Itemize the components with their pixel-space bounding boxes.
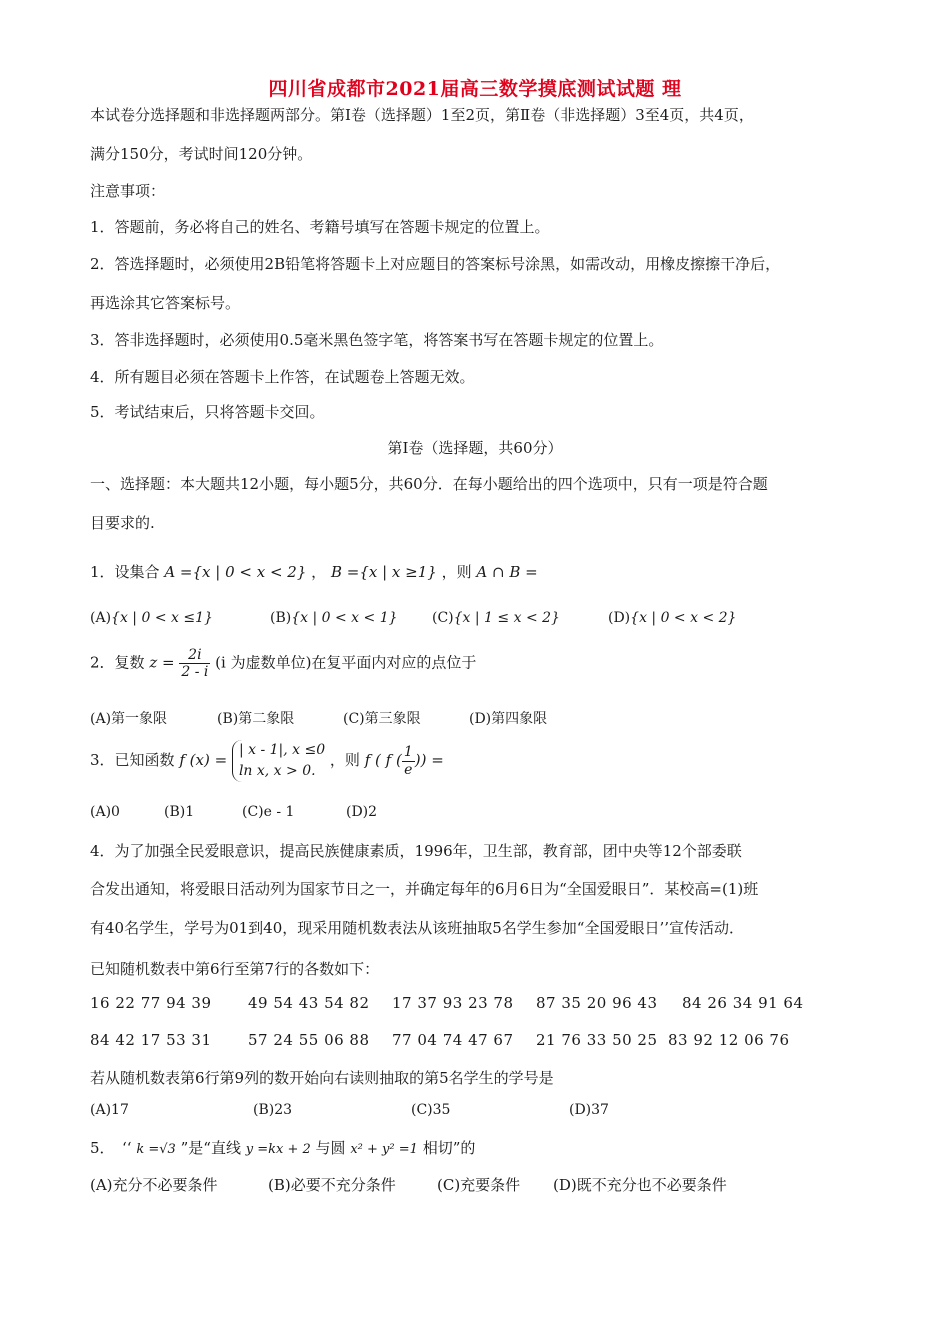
q4-line-2: 合发出通知，将爱眼日活动列为国家节日之一，并确定每年的6月6日为“全国爱眼日”．某校高=(1)班	[90, 880, 759, 898]
q1-prefix: 1．设集合	[90, 563, 160, 581]
q4-line-4: 已知随机数表中第6行至第7行的各数如下：	[90, 960, 380, 978]
intro-line-2: 满分150分，考试时间120分钟。	[90, 145, 313, 163]
q2-lhs: z =	[149, 653, 175, 672]
q3-piecewise	[232, 740, 325, 782]
q2-suffix: (i 为虚数单位)在复平面内对应的点位于	[215, 653, 477, 672]
q5-mid: ”是“直线	[180, 1139, 241, 1157]
q4-option-d: (D)37	[569, 1102, 609, 1118]
q5-condition: k =√3	[136, 1142, 176, 1157]
q3-denominator: e	[404, 761, 413, 778]
q1-option-a-text: {x | 0 < x ≤1}	[111, 610, 213, 626]
q1-option-c	[432, 610, 560, 626]
q2-fraction	[179, 647, 210, 680]
q1-option-a	[90, 610, 213, 626]
note-3: 3．答非选择题时，必须使用0.5毫米黑色签字笔，将答案书写在答题卡规定的位置上。	[90, 331, 664, 349]
question-2	[90, 647, 476, 680]
q1-option-b	[270, 610, 398, 626]
q3-expr-end: )) =	[414, 751, 444, 769]
random-row-6-group-1: 16 22 77 94 39	[90, 994, 212, 1012]
q3-lhs: f (x) =	[179, 751, 228, 769]
random-row-7-group-2: 57 24 55 06 88	[248, 1031, 370, 1049]
q4-option-a: (A)17	[90, 1102, 129, 1118]
q3-prefix: 3．已知函数	[90, 751, 175, 769]
note-5: 5．考试结束后，只将答题卡交回。	[90, 403, 325, 421]
q3-fraction	[402, 744, 415, 777]
page-title: 四川省成都市2021届高三数学摸底测试试题 理	[268, 78, 682, 100]
q4-line-3: 有40名学生，学号为01到40，现采用随机数表法从该班抽取5名学生参加“全国爱眼日’’宣传活动．	[90, 919, 745, 937]
intro-line-1: 本试卷分选择题和非选择题两部分。第Ⅰ卷（选择题）1至2页，第Ⅱ卷（非选择题）3至4页，共4页，	[90, 106, 754, 124]
q1-set-b: B ={x | x ≥1}	[330, 563, 437, 581]
random-row-7-group-4: 21 76 33 50 25	[536, 1031, 658, 1049]
q1-option-c-label: (C)	[432, 610, 454, 626]
random-row-7-group-3: 77 04 74 47 67	[392, 1031, 514, 1049]
note-2: 2．答选择题时，必须使用2B铅笔将答题卡上对应题目的答案标号涂黑，如需改动，用橡皮擦擦干净后，	[90, 255, 781, 273]
q3-mid: ，则	[329, 751, 360, 769]
part1-line-2: 目要求的.	[90, 514, 155, 532]
note-2-cont: 再选涂其它答案标号。	[90, 294, 241, 312]
q3-expr-start: f ( f (	[364, 751, 402, 769]
q3-option-b: (B)1	[164, 804, 195, 820]
random-row-6-group-3: 17 37 93 23 78	[392, 994, 514, 1012]
q1-set-a: A ={x | 0 < x < 2}	[164, 563, 307, 581]
q3-numerator: 1	[403, 744, 413, 761]
q3-case-1: | x - 1|, x ≤0	[238, 742, 326, 758]
random-row-6-group-5: 84 26 34 91 64	[682, 994, 804, 1012]
q2-option-a: (A)第一象限	[90, 711, 168, 727]
q5-circle-equation: x² + y² =1	[350, 1142, 418, 1157]
random-row-6-group-2: 49 54 43 54 82	[248, 994, 370, 1012]
q4-question: 若从随机数表第6行第9列的数开始向右读则抽取的第5名学生的学号是	[90, 1069, 554, 1087]
q1-expr: A ∩ B =	[476, 563, 538, 581]
random-row-7-group-5: 83 92 12 06 76	[668, 1031, 790, 1049]
q5-option-d: (D)既不充分也不必要条件	[553, 1176, 727, 1194]
q1-option-d-label: (D)	[608, 610, 631, 626]
q1-option-d-text: {x | 0 < x < 2}	[630, 610, 737, 626]
q4-line-1: 4．为了加强全民爱眼意识，提高民族健康素质，1996年，卫生部，教育部，团中央等12个部委联	[90, 842, 742, 860]
q1-option-c-text: {x | 1 ≤ x < 2}	[453, 610, 560, 626]
q5-mid-2: 与圆	[315, 1139, 346, 1157]
section-title: 第Ⅰ卷（选择题，共60分）	[387, 439, 563, 457]
q2-option-b: (B)第二象限	[217, 711, 295, 727]
q5-suffix: 相切”的	[422, 1139, 476, 1157]
q5-option-b: (B)必要不充分条件	[268, 1176, 396, 1194]
notes-heading: 注意事项：	[90, 182, 166, 200]
q1-sep: ，	[311, 563, 327, 581]
q2-prefix: 2．复数	[90, 653, 145, 672]
q1-suffix: ，则	[441, 563, 472, 581]
q2-option-c: (C)第三象限	[343, 711, 421, 727]
q3-option-d: (D)2	[346, 804, 378, 820]
q2-denominator: 2 - i	[181, 664, 209, 681]
question-3	[90, 740, 444, 782]
q1-option-b-text: {x | 0 < x < 1}	[291, 610, 398, 626]
q1-option-b-label: (B)	[270, 610, 292, 626]
q1-option-d	[608, 610, 736, 626]
q1-option-a-label: (A)	[90, 610, 112, 626]
q5-line-equation: y =kx + 2	[245, 1142, 311, 1157]
note-1: 1．答题前，务必将自己的姓名、考籍号填写在答题卡规定的位置上。	[90, 218, 550, 236]
q5-option-c: (C)充要条件	[437, 1176, 521, 1194]
q2-option-d: (D)第四象限	[469, 711, 548, 727]
note-4: 4．所有题目必须在答题卡上作答，在试题卷上答题无效。	[90, 368, 475, 386]
q3-option-a: (A)0	[90, 804, 120, 820]
random-row-7-group-1: 84 42 17 53 31	[90, 1031, 212, 1049]
q3-option-c: (C)e - 1	[242, 804, 295, 820]
q4-option-c: (C)35	[411, 1102, 451, 1118]
random-row-6-group-4: 87 35 20 96 43	[536, 994, 658, 1012]
q5-prefix: 5． ‘‘	[90, 1139, 132, 1157]
q2-numerator: 2i	[179, 647, 210, 664]
q5-option-a: (A)充分不必要条件	[90, 1176, 218, 1194]
question-1	[90, 561, 538, 582]
q4-option-b: (B)23	[253, 1102, 293, 1118]
question-5	[90, 1137, 475, 1158]
q3-case-2: ln x, x > 0.	[238, 763, 316, 779]
part1-line-1: 一、选择题：本大题共12小题，每小题5分，共60分．在每小题给出的四个选项中，只有一项是符合题	[90, 475, 768, 493]
